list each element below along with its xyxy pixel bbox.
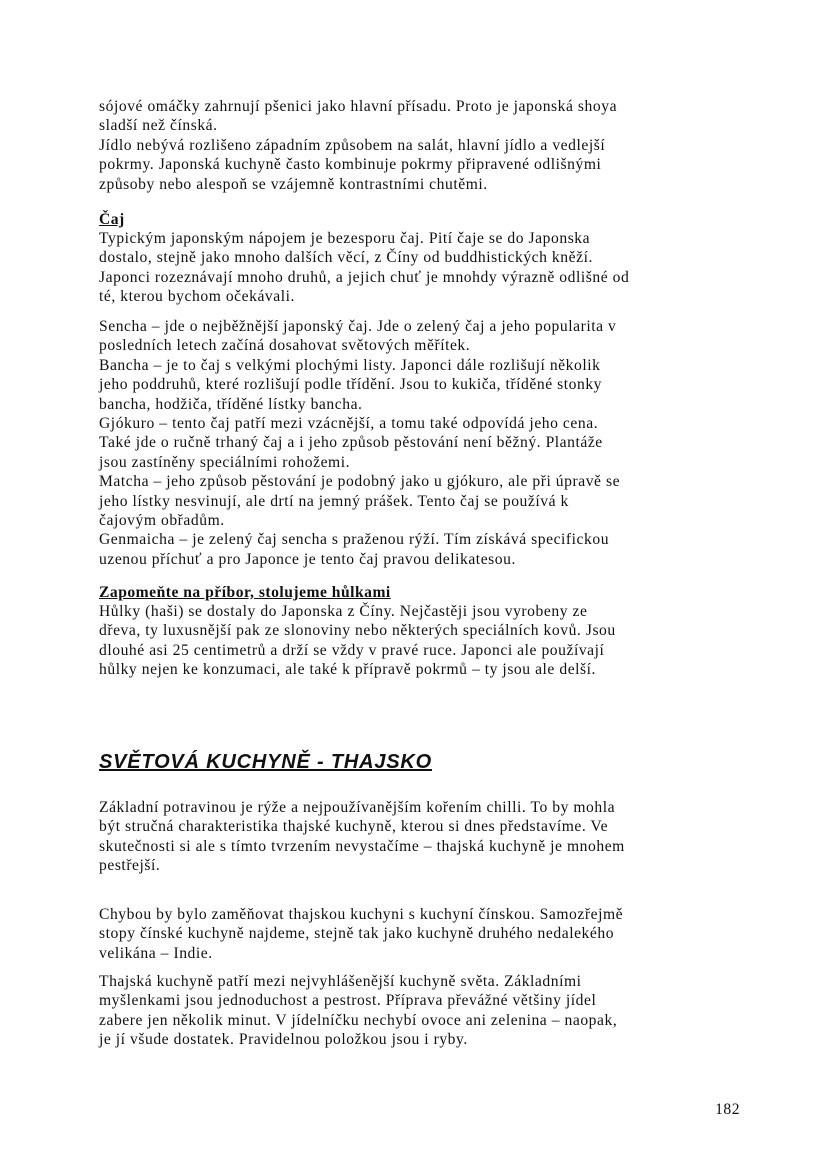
text-line: Genmaicha – je zelený čaj sencha s praženou rýží. Tím získává specifickou <box>99 531 610 549</box>
tea-types-text <box>99 317 729 569</box>
text-line: Také jde o ručně trhaný čaj a i jeho způsob pěstování není běžný. Plantáže <box>99 434 603 452</box>
intro-paragraph <box>99 97 729 194</box>
text-line: hůlky nejen ke konzumaci, ale také k přípravě pokrmů – ty jsou ale delší. <box>99 661 596 679</box>
thajsko-paragraph-2 <box>99 905 729 963</box>
text-line: Chybou by bylo zaměňovat thajskou kuchyni s kuchyní čínskou. Samozřejmě <box>99 906 624 923</box>
text-line: té, kterou bychom očekávali. <box>99 288 295 306</box>
text-line: čajovým obřadům. <box>99 512 225 530</box>
text-line: být stručná charakteristika thajské kuchyně, kterou si dnes představíme. Ve <box>99 818 609 836</box>
text-line: sójové omáčky zahrnují pšenici jako hlavní přísadu. Proto je japonská shoya <box>99 98 618 115</box>
text-line: stopy čínské kuchyně najdeme, stejně tak jako kuchyně druhého nedalekého <box>99 925 615 943</box>
text-line: Jídlo nebývá rozlišeno západním způsobem na salát, hlavní jídlo a vedlejší <box>99 136 606 154</box>
text-line: jeho poddruhů, které rozlišují podle třídění. Jsou to kukiča, tříděné stonky <box>99 376 603 394</box>
text-line: Matcha – jeho způsob pěstování je podobný jako u gjókuro, ale při úpravě se <box>99 473 621 491</box>
text-line: způsoby nebo alespoň se vzájemně kontrastními chutěmi. <box>99 175 488 193</box>
text-line: jeho lístky nesvinují, ale drtí na jemný prášek. Tento čaj se používá k <box>99 492 569 510</box>
thajsko-paragraph-1 <box>99 798 729 876</box>
text-line: dlouhé asi 25 centimetrů a drží se vždy v pravé ruce. Japonci ale používají <box>99 641 605 659</box>
text-line: myšlenkami jsou jednoduchost a pestrost. Příprava převážné většiny jídel <box>99 992 597 1010</box>
text-line: Bancha – je to čaj s velkými plochými listy. Japonci dále rozlišují několik <box>99 356 601 374</box>
hulky-text <box>99 602 729 680</box>
text-line: sladší než čínská. <box>99 117 218 135</box>
thajsko-paragraph-3 <box>99 972 729 1050</box>
text-line: dostalo, stejně jako mnoho dalších věcí, z Číny od buddhistických kněží. <box>99 249 593 267</box>
text-line: Sencha – jde o nejběžnější japonský čaj. Jde o zelený čaj a jeho popularita v <box>99 318 617 335</box>
text-line: pestřejší. <box>99 857 161 875</box>
section-heading-hulky: Zapomeňte na příbor, stolujeme hůlkami <box>99 584 391 601</box>
text-line: Typickým japonským nápojem je bezesporu čaj. Pití čaje se do Japonska <box>99 230 591 247</box>
hulky-section <box>99 583 729 680</box>
thajsko-text-2 <box>99 905 729 963</box>
text-line: Hůlky (haši) se dostaly do Japonska z Číny. Nejčastěji jsou vyrobeny ze <box>99 603 588 620</box>
text-line: je jí všude dostatek. Pravidelnou položkou jsou i ryby. <box>99 1031 468 1049</box>
intro-text <box>99 97 729 194</box>
tea-types-paragraph <box>99 317 729 569</box>
thajsko-text-1 <box>99 798 729 876</box>
text-line: jsou zastíněny speciálními rohožemi. <box>99 453 351 471</box>
text-line: bancha, hodžiča, tříděné lístky bancha. <box>99 395 363 413</box>
text-line: Gjókuro – tento čaj patří mezi vzácnější, a tomu také odpovídá jeho cena. <box>99 415 599 433</box>
text-line: Japonci rozeznávají mnoho druhů, a jejich chuť je mnohdy výrazně odlišné od <box>99 268 630 286</box>
text-line: zabere jen několik minut. V jídelníčku nechybí ovoce ani zelenina – naopak, <box>99 1011 618 1029</box>
thajsko-text-3 <box>99 972 729 1050</box>
page-number: 182 <box>715 1101 740 1118</box>
text-line: dřeva, ty luxusnější pak ze slonoviny nebo některých speciálních kovů. Jsou <box>99 622 616 640</box>
text-line: Thajská kuchyně patří mezi nejvyhlášenější kuchyně světa. Základními <box>99 973 582 990</box>
text-line: velikána – Indie. <box>99 944 213 962</box>
thajsko-title-block <box>99 751 729 774</box>
caj-section <box>99 210 729 307</box>
text-line: uzenou příchuť a pro Japonce je tento čaj pravou delikatesou. <box>99 550 516 568</box>
caj-intro-text <box>99 229 729 307</box>
text-line: pokrmy. Japonská kuchyně často kombinuje pokrmy připravené odlišnými <box>99 156 602 174</box>
text-line: posledních letech začíná dosahovat světových měřítek. <box>99 337 471 355</box>
text-line: skutečnosti si ale s tímto tvrzením nevystačíme – thajská kuchyně je mnohem <box>99 837 625 855</box>
text-line: Základní potravinou je rýže a nejpoužívanějším kořením chilli. To by mohla <box>99 799 616 816</box>
chapter-title: SVĚTOVÁ KUCHYNĚ - THAJSKO <box>99 751 433 773</box>
section-heading-caj: Čaj <box>99 211 125 228</box>
